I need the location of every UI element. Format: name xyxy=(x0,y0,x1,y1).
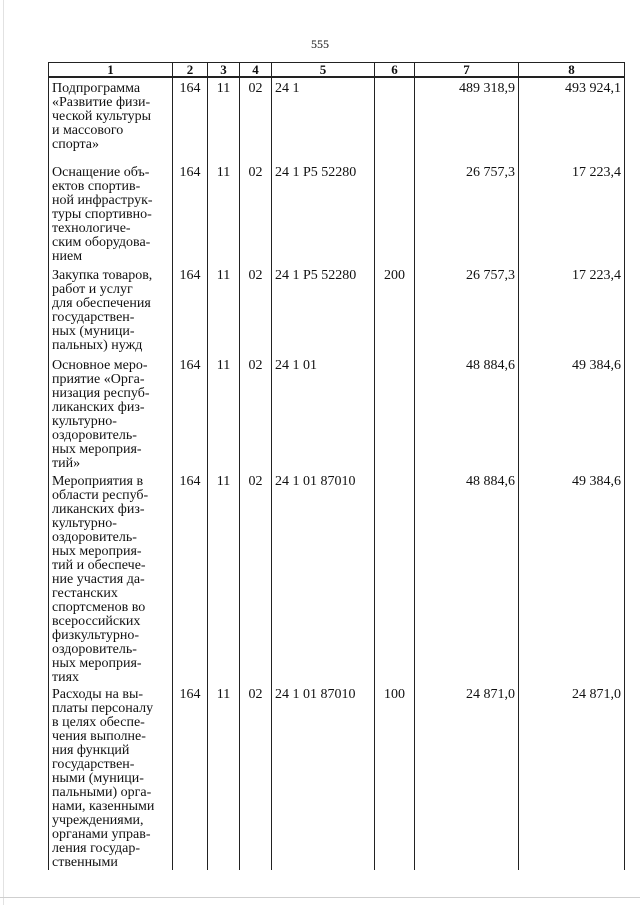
row-name-cell xyxy=(49,77,173,163)
header-col-6: 6 xyxy=(375,63,415,78)
header-col-1: 1 xyxy=(49,63,173,78)
row-col-8: 24 871,0 xyxy=(519,685,625,870)
row-name-cell xyxy=(49,266,173,356)
row-name-cell xyxy=(49,163,173,266)
row-col-8: 49 384,6 xyxy=(519,472,625,685)
table-row xyxy=(49,163,625,266)
budget-table xyxy=(48,62,625,870)
row-col-3: 11 xyxy=(208,266,240,356)
header-col-5: 5 xyxy=(272,63,375,78)
row-col-4: 02 xyxy=(240,77,272,163)
row-col-8: 17 223,4 xyxy=(519,266,625,356)
row-col-2: 164 xyxy=(173,77,208,163)
header-col-3: 3 xyxy=(208,63,240,78)
row-col-3: 11 xyxy=(208,163,240,266)
row-col-2: 164 xyxy=(173,356,208,472)
row-col-7: 26 757,3 xyxy=(415,266,519,356)
row-col-4: 02 xyxy=(240,163,272,266)
table-row xyxy=(49,472,625,685)
row-col-5: 24 1 01 87010 xyxy=(272,685,375,870)
row-col-8: 17 223,4 xyxy=(519,163,625,266)
row-col-2: 164 xyxy=(173,472,208,685)
page-number: 555 xyxy=(311,37,329,51)
row-col-4: 02 xyxy=(240,472,272,685)
row-col-5: 24 1 P5 52280 xyxy=(272,163,375,266)
row-col-5: 24 1 xyxy=(272,77,375,163)
row-name-cell xyxy=(49,356,173,472)
table-row xyxy=(49,356,625,472)
table-row xyxy=(49,685,625,870)
row-col-5: 24 1 01 xyxy=(272,356,375,472)
row-name: Расходы на вы- платы персоналу в целях обеспе- чения выполне- ния функций государствен- ными (муници- пальными) орга- нами, казенными учреждениями, органами управ- ления государ- ственными xyxy=(52,687,155,870)
row-col-6 xyxy=(375,472,415,685)
scan-bottom-line xyxy=(0,897,640,898)
row-col-7: 489 318,9 xyxy=(415,77,519,163)
row-name: Основное меро- приятие «Орга- низация респуб- ликанских физ- культурно- оздоровитель- ных мероприя- тий» xyxy=(52,358,150,471)
row-col-8: 49 384,6 xyxy=(519,356,625,472)
row-col-8: 493 924,1 xyxy=(519,77,625,163)
row-col-6 xyxy=(375,356,415,472)
row-col-2: 164 xyxy=(173,685,208,870)
row-name: Закупка товаров, работ и услуг для обеспечения государствен- ных (муници- пальных) нужд xyxy=(52,268,153,353)
row-name-cell xyxy=(49,472,173,685)
row-col-2: 164 xyxy=(173,266,208,356)
header-col-7: 7 xyxy=(415,63,519,78)
row-name: Оснащение объ- ектов спортив- ной инфраструк- туры спортивно- технологиче- ским оборудова- нием xyxy=(52,165,153,264)
row-col-4: 02 xyxy=(240,685,272,870)
row-col-7: 48 884,6 xyxy=(415,356,519,472)
row-col-4: 02 xyxy=(240,356,272,472)
row-col-2: 164 xyxy=(173,163,208,266)
row-col-6: 100 xyxy=(375,685,415,870)
table-header-row xyxy=(49,63,625,78)
header-col-8: 8 xyxy=(519,63,625,78)
row-col-6 xyxy=(375,77,415,163)
row-name-cell xyxy=(49,685,173,870)
row-col-3: 11 xyxy=(208,472,240,685)
table-row xyxy=(49,266,625,356)
row-col-6 xyxy=(375,163,415,266)
scan-edge-line xyxy=(3,0,4,905)
row-name: Подпрограмма «Развитие физи- ческой культуры и массового спорта» xyxy=(52,81,152,152)
row-col-7: 24 871,0 xyxy=(415,685,519,870)
header-col-4: 4 xyxy=(240,63,272,78)
row-col-7: 26 757,3 xyxy=(415,163,519,266)
table-row xyxy=(49,77,625,163)
header-col-2: 2 xyxy=(173,63,208,78)
row-name: Мероприятия в области респуб- ликанских физ- культурно- оздоровитель- ных мероприя- тий и обеспече- ние участия да- гестанских спортсменов во всероссийских физкультурно- оздоровитель- ных мероприя- тиях xyxy=(52,474,149,685)
row-col-3: 11 xyxy=(208,77,240,163)
row-col-7: 48 884,6 xyxy=(415,472,519,685)
row-col-4: 02 xyxy=(240,266,272,356)
row-col-3: 11 xyxy=(208,685,240,870)
row-col-3: 11 xyxy=(208,356,240,472)
row-col-5: 24 1 01 87010 xyxy=(272,472,375,685)
row-col-6: 200 xyxy=(375,266,415,356)
row-col-5: 24 1 P5 52280 xyxy=(272,266,375,356)
